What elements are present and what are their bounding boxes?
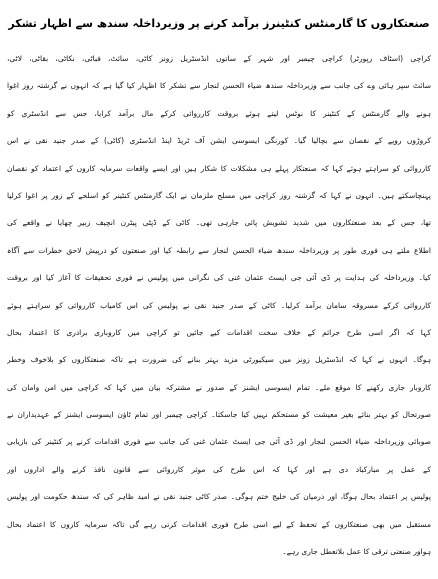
article-line: پولیس پر اعتماد بحال ہوگا، اور درمیان کی خلیج ختم ہوگی۔ صدر کاٹی جنید نقی نے امید ظاہر کی کہ سندھ حکومت اور پولیس	[7, 492, 431, 502]
article-line: کارروائی کو سراہتے ہوئے کہا کہ صنعتکار پہلے ہی مشکلات کا شکار ہیں اور ایسے واقعات سرمایہ کاروں کے اعتماد کو نقصان	[7, 163, 431, 173]
article-body	[7, 45, 431, 565]
article-line: صورتحال کو بہتر بنائے بغیر معیشت کو مستحکم نہیں کیا جاسکتا۔ کراچی چیمبر اور تمام ٹاؤن ایسوسی ایشنز کے عہدیداران نے	[7, 410, 431, 420]
article-line: اطلاع ملتے ہی فوری طور پر وزیرداخلہ سندھ ضیاء الحسن لنجار سے رابطہ کیا اور صنعتوں کو درپیش لاحق خطرات سے آگاہ	[7, 245, 431, 255]
article-line: کراچی (اسٹاف رپورٹر) کراچی چیمبر اور شہر کے ساتوں انڈسٹریل زونز کاٹی، سائٹ، فباٹی، نکاٹی، بقاٹی، لاٹی،	[7, 54, 431, 63]
article-line: تھا، جس کے بعد صنعتکاروں میں شدید تشویش پائی جارہی تھی۔ کاٹی کے ڈپٹی پیٹرن انچیف زبیر چھایا نے واقعے کی	[7, 218, 431, 228]
article-line: ہونے والے گارمنٹس کے کنٹینر کا نوٹس لیتے ہوئے بروقت کارروائی کرکے مال برآمد کرایا، جس سے انڈسٹری کو	[7, 108, 431, 118]
article-line: سائٹ سپر ہائی وے کی جانب سے وزیرداخلہ سندھ ضیاء الحسن لنجار سے تشکر کا اظہار کیا گیا ہے کہ انہوں نے گزشتہ روز اغوا	[7, 81, 431, 91]
article-line: کہا کہ اگر اسی طرح جرائم کے خلاف سخت اقدامات کیے جائیں تو کراچی میں کاروباری برادری کا اعتماد بحال	[7, 327, 431, 337]
article-line: کے عمل پر مبارکباد دی ہے اور کہا کہ اس طرح کی موثر کارروائی سے قانون نافذ کرنے والے اداروں اور	[7, 464, 431, 474]
article-line: کروڑوں روپے کے نقصان سے بچالیا گیا۔ کورنگی ایسوسی ایشن آف ٹریڈ اینڈ انڈسٹری (کاٹی) کے صدر جنید نقی نے اس	[7, 136, 431, 146]
article-line: کیا۔ وزیرداخلہ کی ہدایت پر ڈی آئی جی ایسٹ عثمان غنی کی نگرانی میں پولیس نے فوری تحقیقات کا آغاز کیا اور بروقت	[7, 273, 431, 283]
article-line: ہواور صنعتی ترقی کا عمل بلاتعطل جاری رہے۔	[282, 547, 431, 557]
article-line: کارروائی کرکے مسروقہ سامان برآمد کرلیا۔ کاٹی کے صدر جنید نقی نے پولیس کی اس کامیاب کارروائی کو سراہتے ہوئے	[7, 300, 431, 310]
article-line: صوبائی وزیرداخلہ ضیاء الحسن لنجار اور ڈی آئی جی ایسٹ عثمان غنی کی جانب سے فوری اقدامات کرنے پر کنٹینر کی بازیابی	[7, 437, 431, 447]
article-line: مستقبل میں بھی صنعتکاروں کے تحفظ کے لیے اسی طرح فوری اقدامات کرتی رہے گی تاکہ سرمایہ کاروں کا اعتماد بحال	[7, 519, 431, 529]
article-line: کاروبار جاری رکھنے کا موقع ملے۔ تمام ایسوسی ایشنز کے صدور نے مشترکہ بیان میں کہا کہ کراچی میں امن وامان کی	[7, 382, 431, 392]
headline: صنعتکاروں کا گارمنٹس کنٹینرز برآمد کرنے پر وزیرداخلہ سندھ سے اظہار تشکر	[8, 17, 430, 30]
article-line: ہوگا۔ انہوں نے کہا کہ انڈسٹریل زونز میں سیکیورٹی مزید بہتر بنانے کی ضرورت ہے تاکہ صنعتکاروں کو بلاخوف وخطر	[7, 355, 431, 365]
article-line: پہنچاسکتے ہیں۔ انہوں نے کہا کہ گزشتہ روز کراچی میں مسلح ملزمان نے ایک گارمنٹس کنٹینر کو اسلحے کے زور پر اغوا کرلیا	[7, 190, 431, 200]
